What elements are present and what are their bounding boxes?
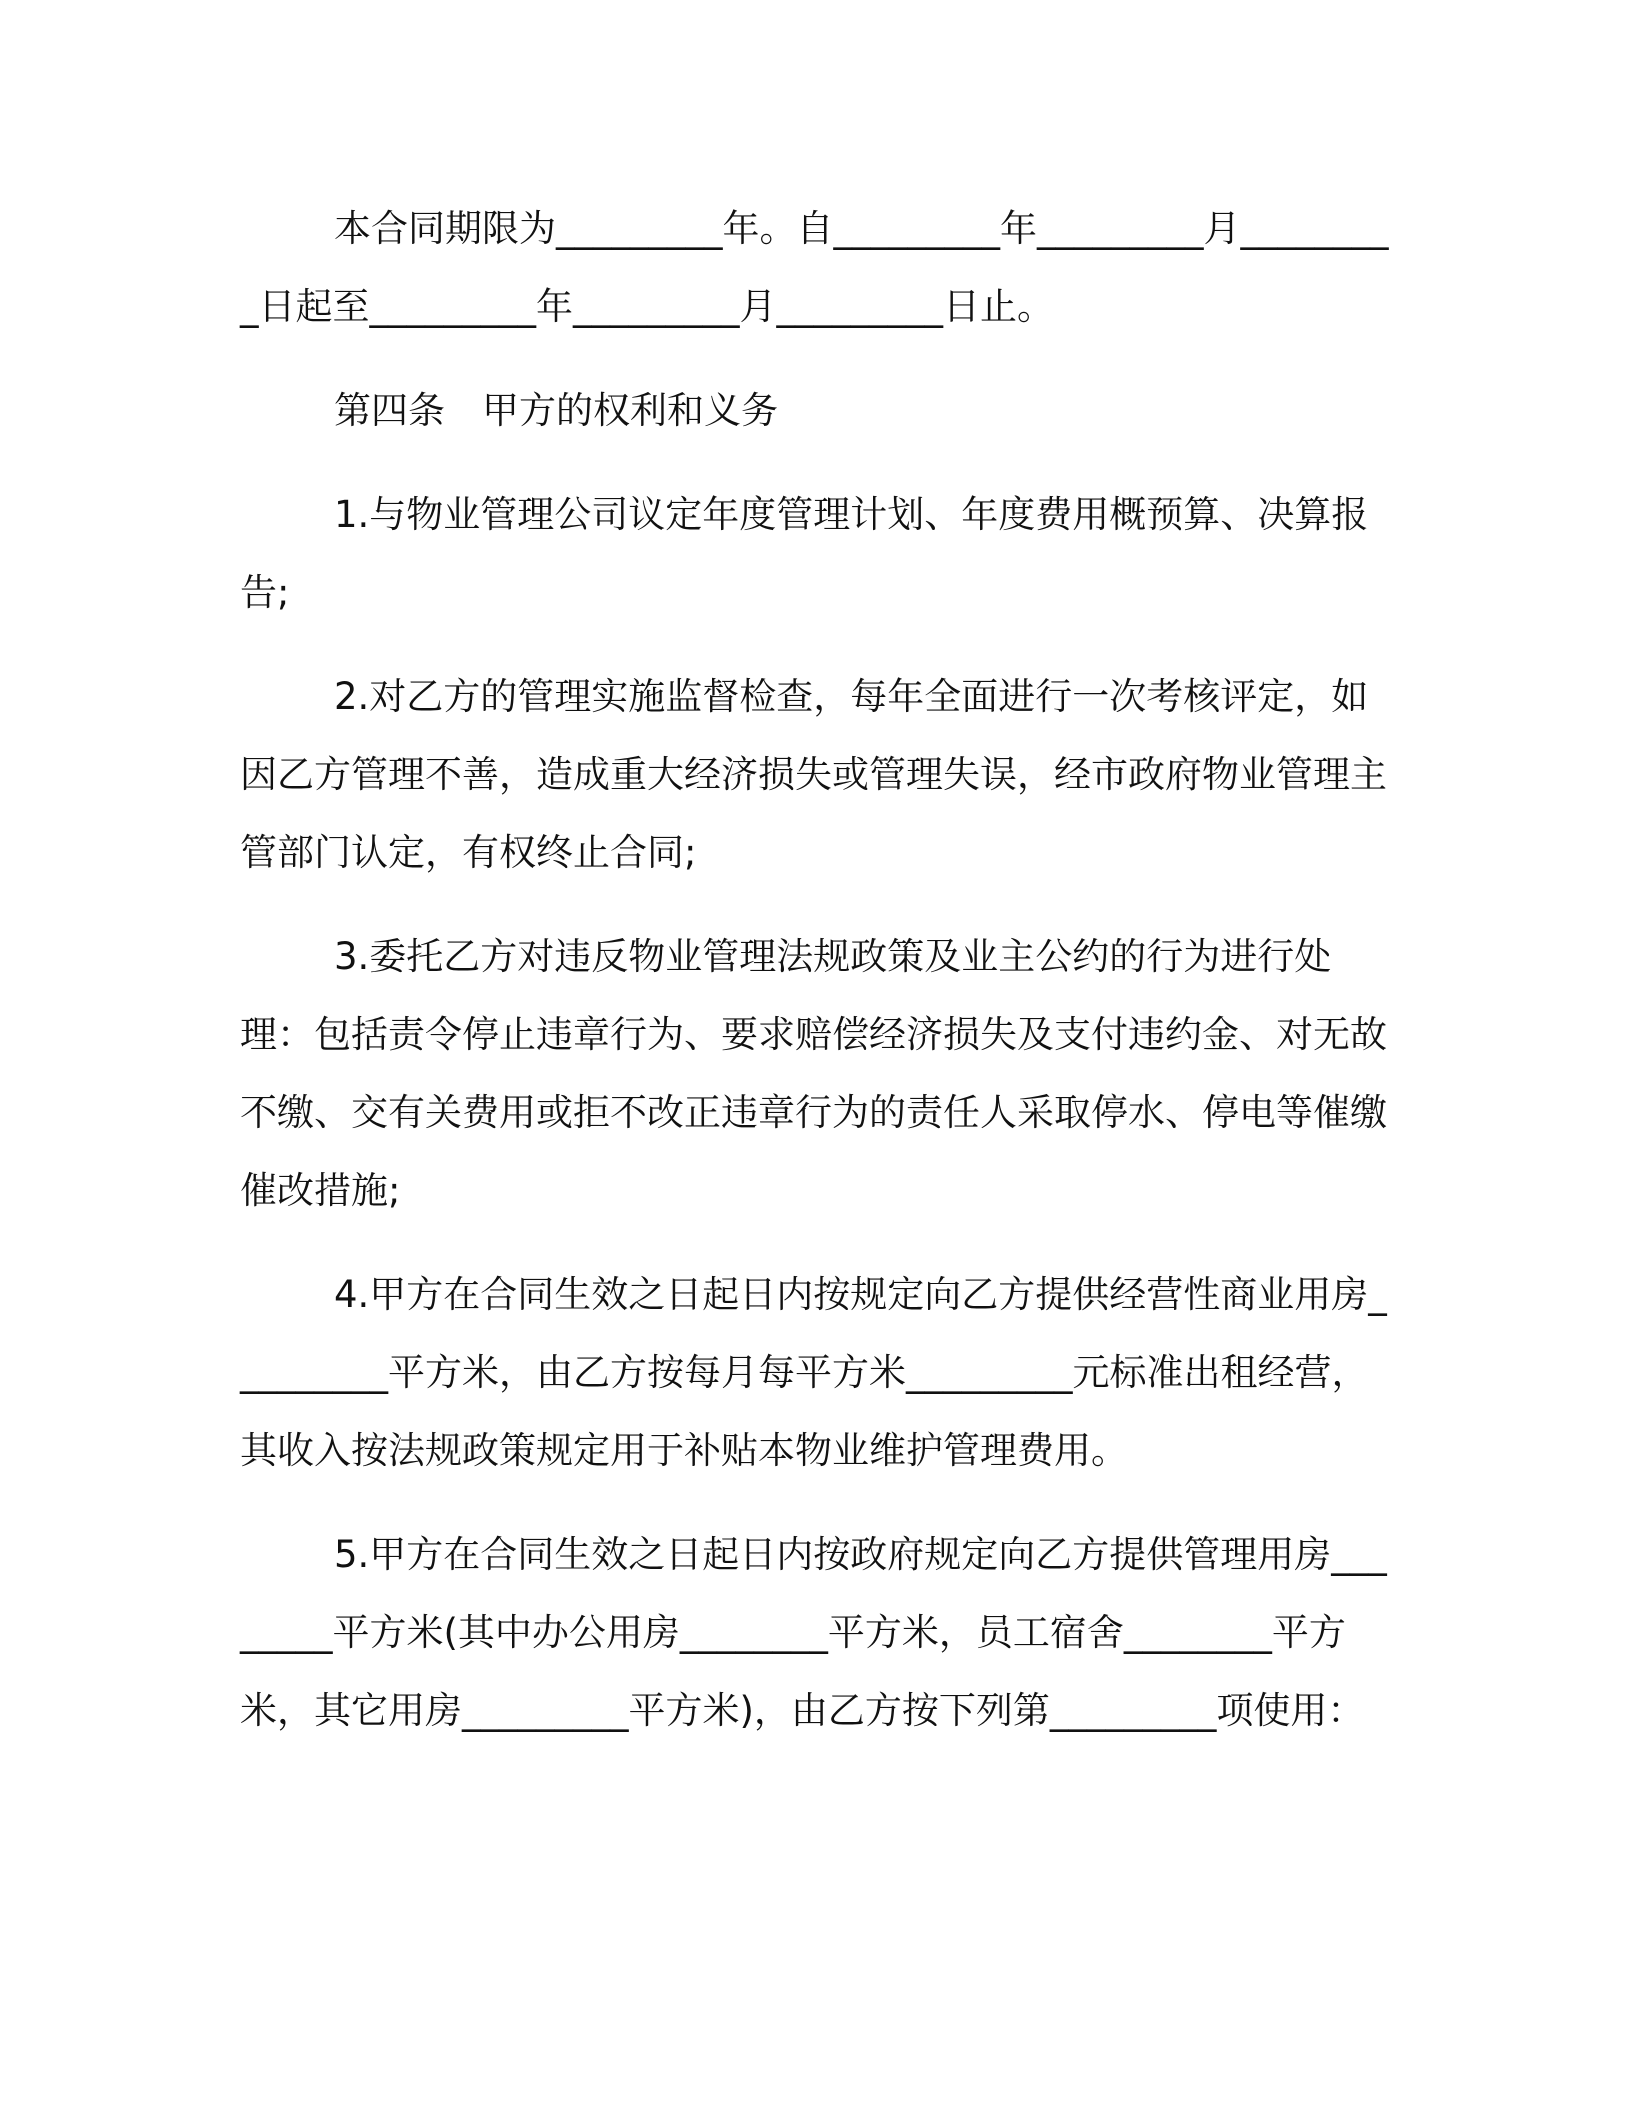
clause-1-paragraph: 1.与物业管理公司议定年度管理计划、年度费用概预算、决算报告; [240,493,1369,614]
term-period-paragraph: 本合同期限为_________年。自_________年_________月_________日起至_________年_________月_________日止。 [240,207,1389,328]
clause-3-paragraph: 3.委托乙方对违反物业管理法规政策及业主公约的行为进行处理：包括责令停止违章行为、要求赔偿经济损失及支付违约金、对无故不缴、交有关费用或拒不改正违章行为的责任人采取停水、停电等催缴催改措施; [240,935,1387,1212]
document-body [240,190,1400,1776]
clause-4-paragraph: 4.甲方在合同生效之日起日内按规定向乙方提供经营性商业用房_________平方米，由乙方按每月每平方米_________元标准出租经营，其收入按法规政策规定用于补贴本物业维护管理费用。 [240,1273,1387,1472]
clause-5-paragraph: 5.甲方在合同生效之日起日内按政府规定向乙方提供管理用房________平方米(其中办公用房________平方米，员工宿舍________平方米，其它用房_________平方米)，由乙方按下列第_________项使用： [240,1533,1387,1732]
clause-2-paragraph: 2.对乙方的管理实施监督检查，每年全面进行一次考核评定，如因乙方管理不善，造成重大经济损失或管理失误，经市政府物业管理主管部门认定，有权终止合同; [240,675,1387,874]
article-four-heading: 第四条 甲方的权利和义务 [334,389,778,432]
